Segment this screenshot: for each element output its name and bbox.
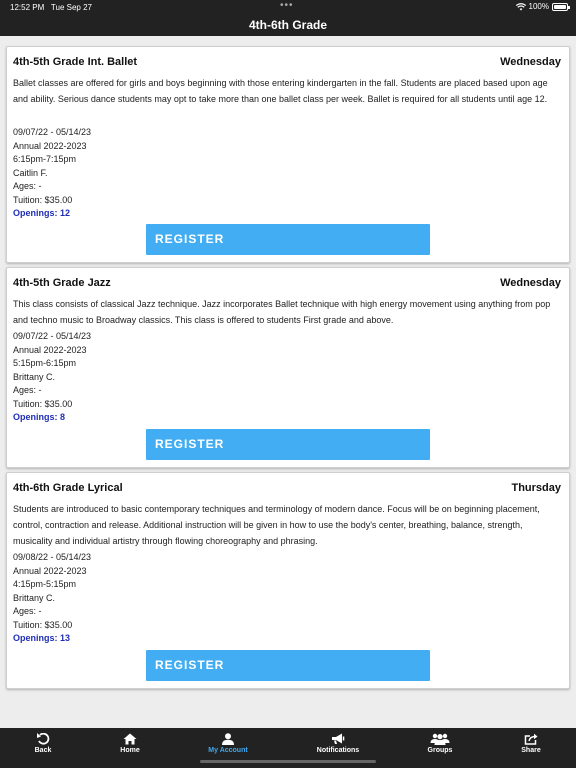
class-dates: 09/07/22 - 05/14/23 [13, 331, 92, 341]
groups-icon [430, 733, 450, 745]
class-day: Thursday [511, 482, 561, 494]
class-instructor: Brittany C. [13, 592, 56, 603]
class-openings: Openings: 12 [13, 208, 71, 218]
class-openings: Openings: 13 [13, 633, 71, 643]
card-header [13, 277, 561, 293]
card-header [13, 56, 561, 72]
tab-notifications[interactable] [293, 733, 383, 754]
class-details [13, 551, 91, 646]
tab-label: Home [120, 747, 140, 754]
home-indicator[interactable] [200, 760, 376, 763]
class-tuition: Tuition: $35.00 [13, 398, 73, 409]
class-dates: 09/07/22 - 05/14/23 [13, 127, 92, 137]
class-instructor: Brittany C. [13, 371, 56, 382]
class-name: 4th-5th Grade Jazz [13, 277, 111, 289]
class-ages: Ages: - [13, 606, 42, 616]
tab-label: Groups [427, 747, 453, 754]
class-openings: Openings: 8 [13, 412, 66, 422]
class-tuition: Tuition: $35.00 [13, 194, 73, 205]
register-button[interactable]: REGISTER [146, 429, 430, 460]
class-session: Annual 2022-2023 [13, 140, 87, 151]
page-title: 4th-6th Grade [0, 14, 576, 36]
card-header [13, 482, 561, 498]
class-time: 6:15pm-7:15pm [13, 154, 77, 164]
tab-home[interactable] [85, 733, 175, 754]
class-description: Ballet classes are offered for girls and boys beginning with those entering kindergarten in the fall. Students are placed based upon age and ability. Serious dance students may opt to take more than one ballet class per week. Ballet is required for all students until age 12. [13, 78, 548, 104]
home-icon [123, 733, 137, 745]
class-name: 4th-6th Grade Lyrical [13, 482, 123, 494]
class-card [6, 472, 570, 689]
tab-groups[interactable] [395, 733, 485, 754]
class-name: 4th-5th Grade Int. Ballet [13, 56, 138, 68]
register-button[interactable]: REGISTER [146, 650, 430, 681]
status-time: 12:52 PM Tue Sep 27 [10, 3, 92, 12]
class-day: Wednesday [500, 56, 561, 68]
class-session: Annual 2022-2023 [13, 344, 87, 355]
tab-label: My Account [208, 747, 248, 754]
class-ages: Ages: - [13, 181, 42, 191]
class-details [13, 330, 91, 425]
class-dates: 09/08/22 - 05/14/23 [13, 552, 92, 562]
class-card [6, 267, 570, 468]
tab-share[interactable] [486, 733, 576, 754]
register-button[interactable]: REGISTER [146, 224, 430, 255]
class-instructor: Caitlin F. [13, 167, 48, 178]
tab-label: Notifications [316, 747, 360, 754]
tab-my-account[interactable] [183, 733, 273, 754]
battery-percent: 100% [528, 2, 549, 11]
class-description: Students are introduced to basic contemporary techniques and terminology of modern dance. Focus will be on beginning placement, control, contraction and release. Additional instruction will be given in how to use the body's center, breathing, balance, strength, musicality and individual artistry through flowing choreography and phrasing. [13, 504, 540, 546]
status-right [516, 2, 568, 11]
tab-label: Back [34, 747, 52, 754]
multitasking-dots-icon[interactable]: ••• [280, 0, 294, 11]
class-day: Wednesday [500, 277, 561, 289]
share-icon [524, 733, 538, 745]
battery-icon [552, 3, 568, 11]
class-ages: Ages: - [13, 385, 42, 395]
megaphone-icon [331, 733, 345, 745]
tab-label: Share [521, 747, 541, 754]
class-list[interactable] [0, 36, 576, 728]
tab-back[interactable] [0, 733, 88, 754]
class-tuition: Tuition: $35.00 [13, 619, 73, 630]
status-bar [0, 0, 576, 14]
back-icon [36, 733, 50, 745]
class-time: 4:15pm-5:15pm [13, 579, 77, 589]
class-time: 5:15pm-6:15pm [13, 358, 77, 368]
wifi-icon [516, 3, 526, 11]
class-card [6, 46, 570, 263]
class-description: This class consists of classical Jazz technique. Jazz incorporates Ballet technique with high energy movement using anything from pop and techno music to Broadway classics. This class is offered to students First grade and above. [13, 299, 551, 325]
class-details [13, 126, 91, 221]
class-session: Annual 2022-2023 [13, 565, 87, 576]
user-icon [221, 733, 235, 745]
